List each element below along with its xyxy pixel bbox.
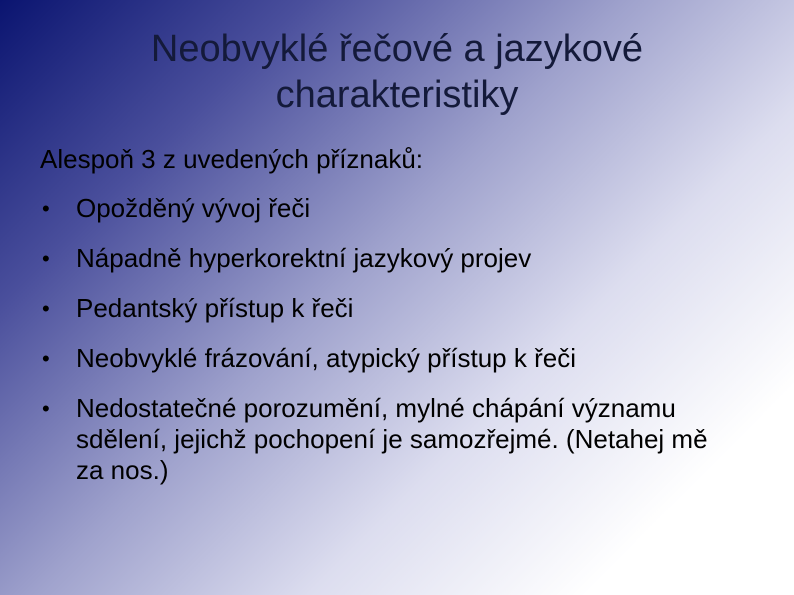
- slide-title: Neobvyklé řečové a jazykové charakteristiky: [150, 28, 644, 116]
- bullet-text: Neobvyklé frázování, atypický přístup k řeči: [76, 343, 576, 373]
- bullet-list: [40, 193, 740, 505]
- bullet-dot-icon: •: [42, 296, 50, 321]
- bullet-dot-icon: •: [42, 346, 50, 371]
- bullet-dot-icon: •: [42, 246, 50, 271]
- bullet-text: Nedostatečné porozumění, mylné chápání významu sdělení, jejichž pochopení je samozřejmé. (Netahej mě za nos.): [76, 393, 708, 485]
- bullet-dot-icon: •: [42, 396, 50, 421]
- bullet-item: [40, 393, 740, 486]
- bullet-text: Nápadně hyperkorektní jazykový projev: [76, 243, 532, 273]
- bullet-item: [40, 193, 740, 224]
- bullet-text: Opožděný vývoj řeči: [76, 193, 311, 223]
- bullet-item: [40, 343, 740, 374]
- slide-intro: Alespoň 3 z uvedených příznaků:: [40, 144, 424, 174]
- bullet-text: Pedantský přístup k řeči: [76, 293, 354, 323]
- bullet-item: [40, 243, 740, 274]
- bullet-dot-icon: •: [42, 196, 50, 221]
- bullet-item: [40, 293, 740, 324]
